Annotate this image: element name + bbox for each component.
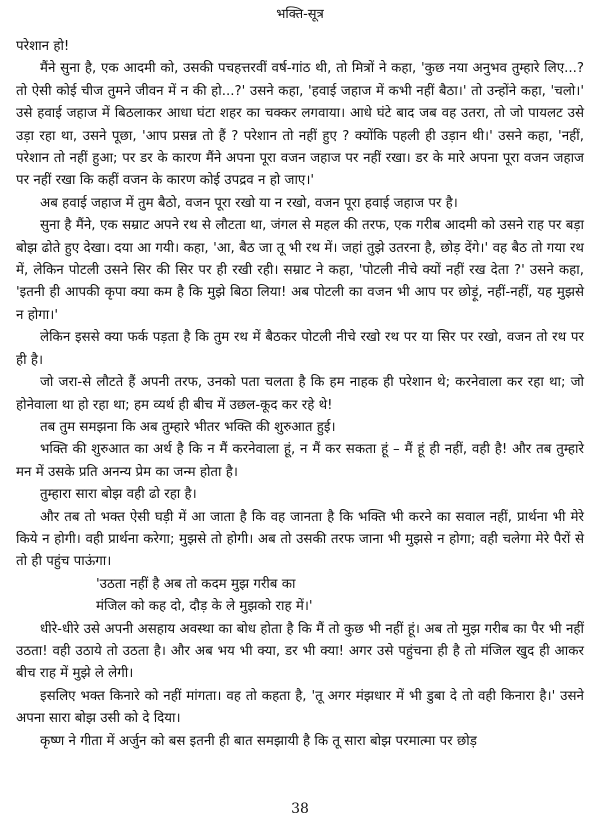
paragraph: इसलिए भक्त किनारे को नहीं मांगता। वह तो कहता है, 'तू अगर मंझधार में भी डुबा दे तो वही किनारा है।' उसने अपना सारा बोझ उसी को दे दिया।	[16, 688, 584, 727]
paragraph: लेकिन इससे क्या फर्क पड़ता है कि तुम रथ में बैठकर पोटली नीचे रखो रथ पर या सिर पर रखो, वजन तो रथ पर ही है।	[16, 330, 584, 368]
paragraph: तब तुम समझना कि अब तुम्हारे भीतर भक्ति की शुरुआत हुई।	[40, 419, 336, 435]
paragraph: और तब तो भक्त ऐसी घड़ी में आ जाता है कि वह जानता है कि भक्ति भी करने का सवाल नहीं, प्रार्थना भी मेरे किये न होगी। वही प्रार्थना करेगा; मुझसे तो होगी। अब तो उसकी तरफ जाना भी मुझसे न होगा; वही चलेगा मेरे पैरों से तो ही पहुंच पाऊंगा।	[16, 509, 584, 570]
running-header: भक्ति-सूत्र	[276, 7, 324, 22]
page-body	[16, 36, 584, 753]
verse-line: 'उठता नहीं है अब तो कदम मुझ गरीब का	[96, 576, 296, 592]
paragraph: जो जरा-से लौटते हैं अपनी तरफ, उनको पता चलता है कि हम नाहक ही परेशान थे; करनेवाला कर रहा था; जो होनेवाला था हो रहा था; हम व्यर्थ ही बीच में उछल-कूद कर रहे थे!	[16, 375, 584, 413]
paragraph: कृष्ण ने गीता में अर्जुन को बस इतनी ही बात समझायी है कि तू सारा बोझ परमात्मा पर छोड़	[40, 733, 477, 749]
paragraph: अब हवाई जहाज में तुम बैठो, वजन पूरा रखो या न रखो, वजन पूरा हवाई जहाज पर है।	[40, 195, 458, 211]
paragraph: भक्ति की शुरुआत का अर्थ है कि न मैं करनेवाला हूं, न मैं कर सकता हूं – मैं हूं ही नहीं, वही है! और तब तुम्हारे मन में उसके प्रति अनन्य प्रेम का जन्म होता है।	[16, 442, 584, 480]
paragraph: तुम्हारा सारा बोझ वही ढो रहा है।	[40, 487, 197, 503]
paragraph: मैंने सुना है, एक आदमी को, उसकी पचहत्तरवीं वर्ष-गांठ थी, तो मित्रों ने कहा, 'कुछ नया अनुभव तुम्हारे लिए...? तो ऐसी कोई चीज तुमने जीवन में न की हो...?' उसने कहा, 'हवाई जहाज में कभी नहीं बैठा।' तो उन्होंने कहा, 'चलो।' उसे हवाई जहाज में बिठलाकर आधा घंटा शहर का चक्कर लगवाया। आधे घंटे बाद जब वह उतरा, तो जो पायलट उसे उड़ा रहा था, उसने पूछा, 'आप प्रसन्न तो हैं ? परेशान तो नहीं हुए ? क्योंकि पहली ही उड़ान थी।' उसने कहा, 'नहीं, परेशान तो नहीं हुआ; पर डर के कारण मैंने अपना पूरा वजन जहाज पर नहीं रखा। डर के मारे अपना पूरा वजन जहाज पर नहीं रखा कि कहीं वजन के कारण कोई उपद्रव न हो जाए।'	[16, 61, 584, 189]
page-number: 38	[291, 801, 309, 817]
paragraph: सुना है मैंने, एक सम्राट अपने रथ से लौटता था, जंगल से महल की तरफ, एक गरीब आदमी को उसने राह पर बड़ा बोझ ढोते हुए देखा। दया आ गयी। कहा, 'आ, बैठ जा तू भी रथ में। जहां तुझे उतरना है, छोड़ देंगे।' वह बैठ तो गया रथ में, लेकिन पोटली उसने सिर की सिर पर ही रखी रही। सम्राट ने कहा, 'पोटली नीचे क्यों नहीं रख देता ?' उसने कहा, 'इतनी ही आपकी कृपा क्या कम है कि मुझे बिठा लिया! अब पोटली का वजन भी आप पर छोड़ूं, नहीं-नहीं, यह मुझसे न होगा।'	[16, 218, 584, 323]
paragraph: धीरे-धीरे उसे अपनी असहाय अवस्था का बोध होता है कि मैं तो कुछ भी नहीं हूं। अब तो मुझ गरीब का पैर भी नहीं उठता! वही उठाये तो उठता है। और अब भय भी क्या, डर भी क्या! अगर उसे पहुंचना ही है तो मंजिल खुद ही आकर बीच राह में मुझे ले लेगी।	[16, 621, 584, 682]
verse-line: मंजिल को कह दो, दौड़ के ले मुझको राह में।'	[96, 599, 313, 615]
paragraph: परेशान हो!	[16, 39, 70, 54]
verse-quote	[96, 574, 584, 619]
